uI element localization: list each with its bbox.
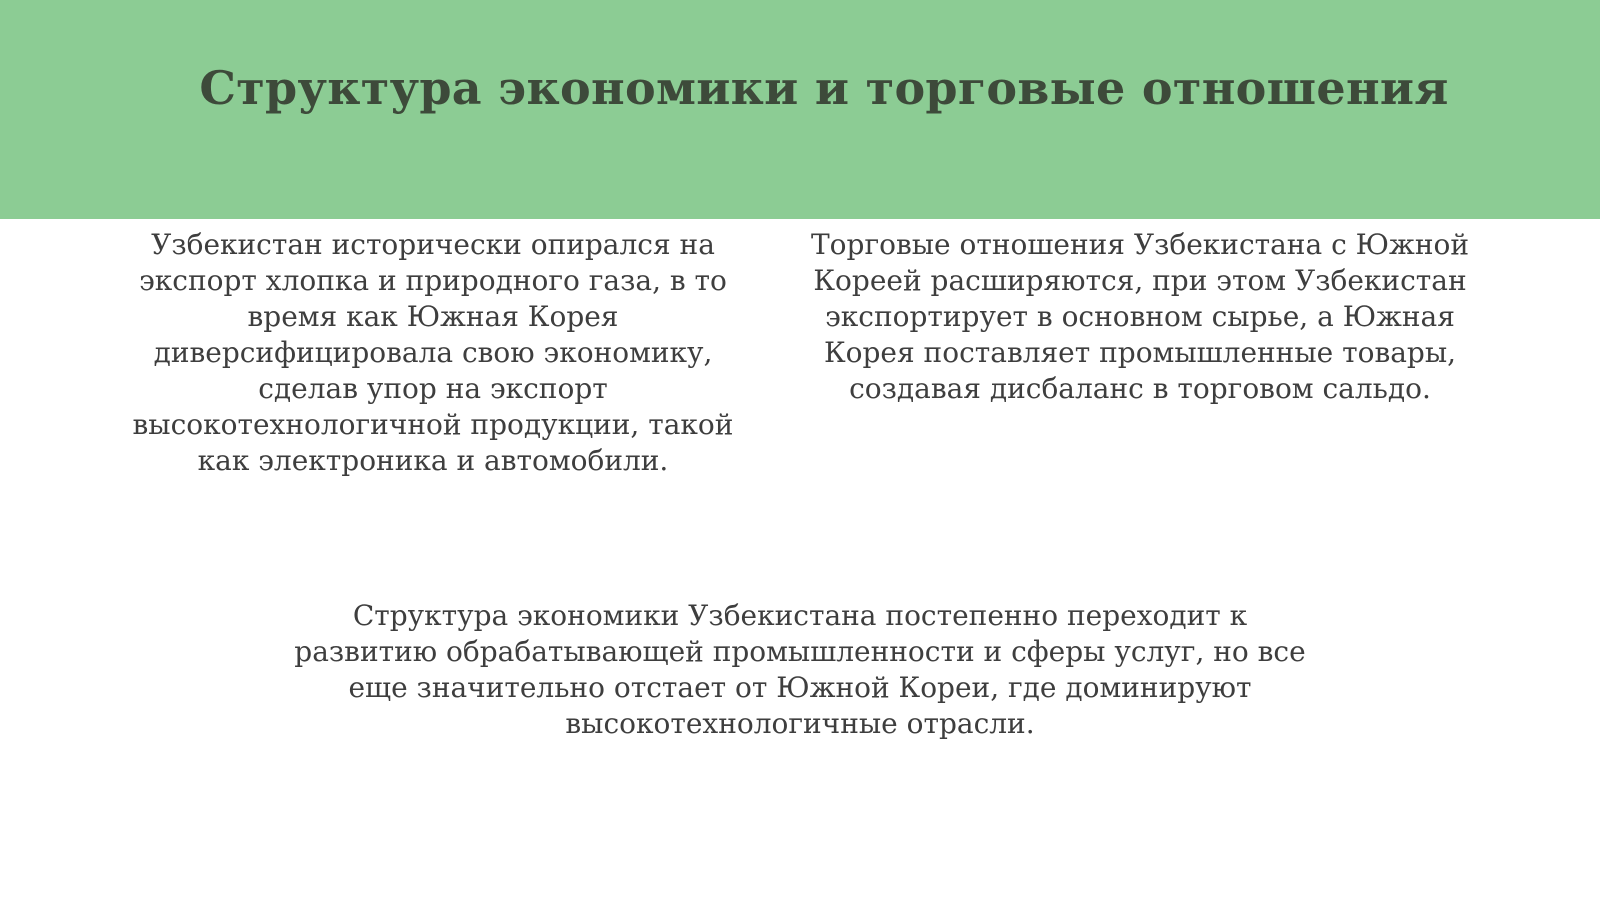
text-block-trade-relations: Торговые отношения Узбекистана с Южной Кореей расширяются, при этом Узбекистан экспортирует в основном сырье, а Южная Корея поставляет промышленные товары, создавая дисбаланс в торговом сальдо.	[810, 228, 1469, 405]
title-band	[0, 0, 1600, 219]
slide-title: Структура экономики и торговые отношения	[199, 61, 1449, 115]
text-block-economy-history: Узбекистан исторически опирался на экспорт хлопка и природного газа, в то время как Южная Корея диверсифицировала свою экономику, сделав упор на экспорт высокотехнологичной продукции, такой как электроника и автомобили.	[132, 228, 734, 477]
text-block-economy-structure: Структура экономики Узбекистана постепенно переходит к развитию обрабатывающей промышленности и сферы услуг, но все еще значительно отстает от Южной Кореи, где доминируют высокотехнологичные отрасли.	[294, 599, 1306, 740]
